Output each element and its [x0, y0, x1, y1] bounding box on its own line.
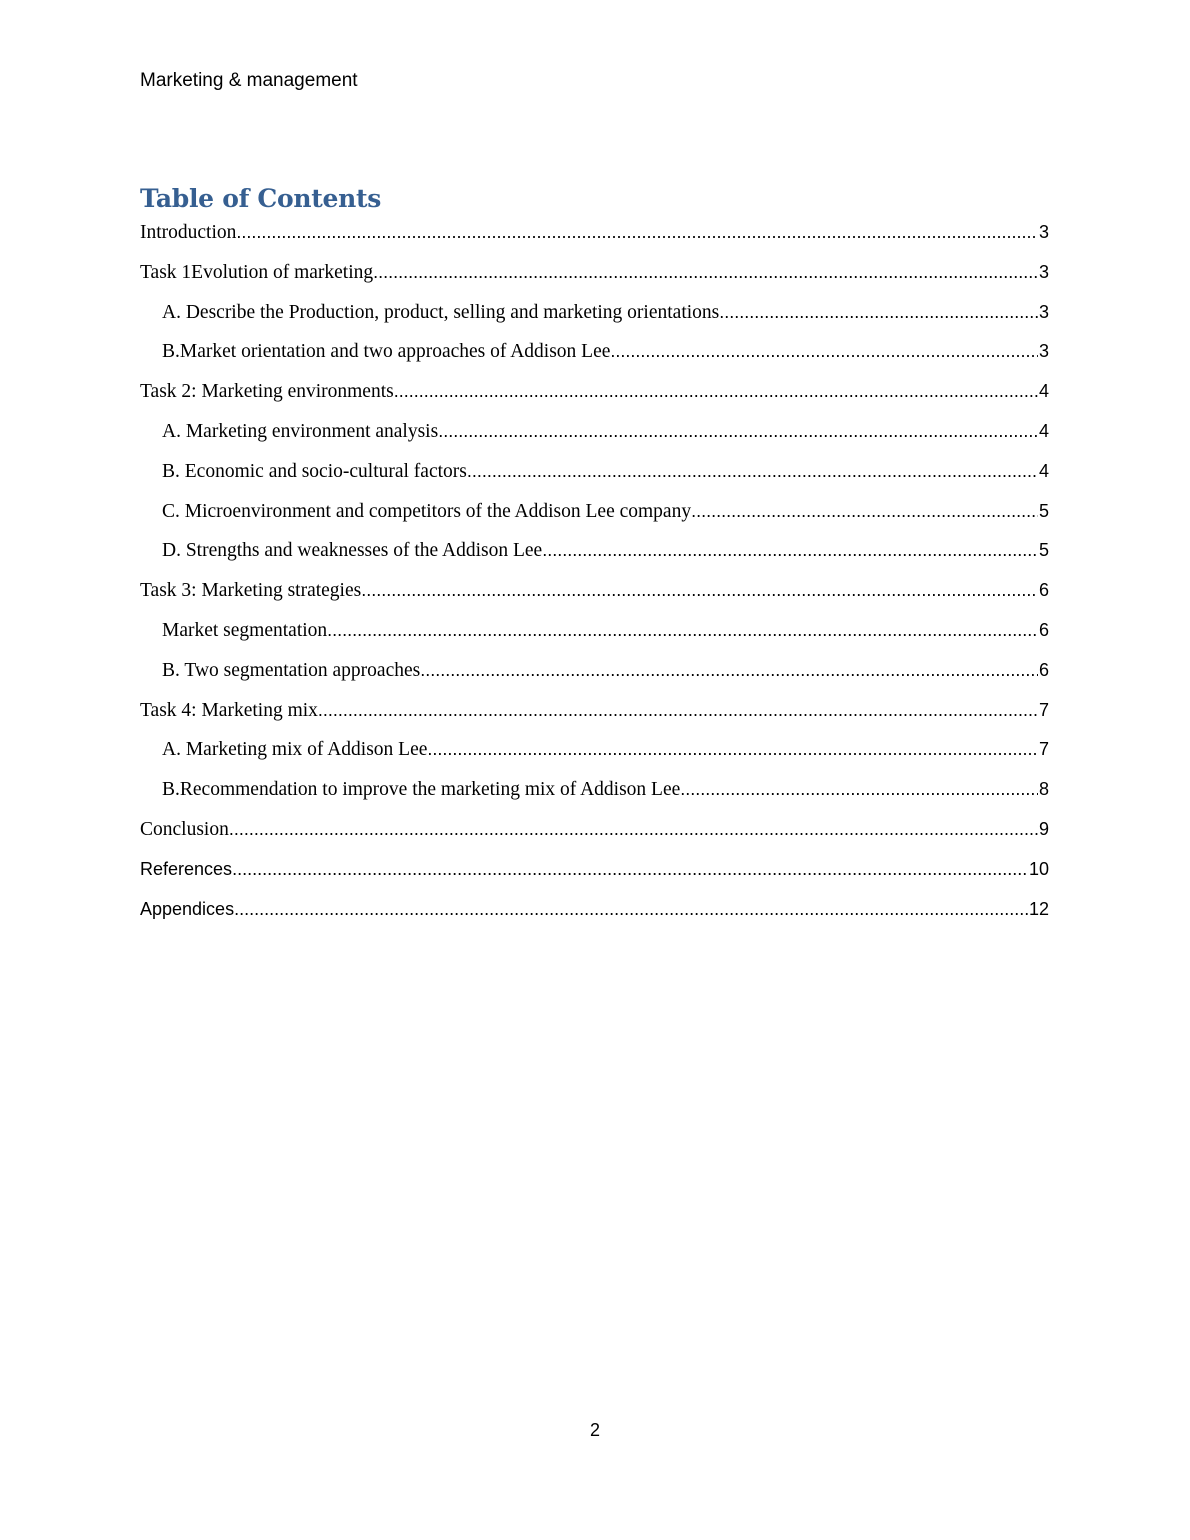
- dot-leader: [420, 660, 1038, 681]
- toc-entry-label: D. Strengths and weaknesses of the Addison Lee: [162, 540, 543, 562]
- dot-leader: [327, 620, 1038, 641]
- toc-entry-page: 3: [1038, 261, 1049, 282]
- toc-entry-label: References: [140, 858, 233, 879]
- dot-leader: [467, 461, 1038, 482]
- dot-leader: [394, 381, 1038, 402]
- toc-entry-page: 4: [1038, 420, 1049, 441]
- toc-entry-label: B. Economic and socio-cultural factors: [162, 460, 467, 482]
- toc-entry-label: Conclusion: [140, 818, 229, 840]
- toc-entry-task-3[interactable]: [140, 580, 1049, 620]
- toc-entry-task-2[interactable]: [140, 381, 1049, 421]
- dot-leader: [438, 421, 1038, 442]
- toc-entry-page: 3: [1038, 222, 1049, 242]
- page-number: 2: [589, 1420, 600, 1440]
- toc-entry-page: 8: [1038, 779, 1049, 800]
- toc-entry-page: 7: [1038, 739, 1049, 760]
- toc-entry-page: 10: [1028, 858, 1049, 879]
- table-of-contents: [140, 222, 1049, 938]
- toc-entry-page: 4: [1038, 381, 1049, 402]
- toc-entry-label: Appendices: [140, 898, 235, 919]
- toc-entry-label: A. Marketing environment analysis: [162, 420, 439, 442]
- toc-entry-label: B.Recommendation to improve the marketing mix of Addison Lee: [162, 779, 681, 801]
- dot-leader: [229, 819, 1038, 840]
- toc-entry-label: Introduction: [140, 222, 237, 243]
- toc-entry-task-1b[interactable]: [140, 341, 1049, 381]
- dot-leader: [542, 540, 1038, 561]
- dot-leader: [232, 859, 1028, 880]
- toc-entry-label: Task 2: Marketing environments: [140, 381, 394, 403]
- toc-entry-label: C. Microenvironment and competitors of the Addison Lee company: [162, 500, 692, 522]
- toc-entry-conclusion[interactable]: [140, 819, 1049, 859]
- dot-leader: [719, 302, 1038, 323]
- toc-entry-label: Task 1Evolution of marketing: [140, 261, 374, 283]
- toc-entry-page: 6: [1038, 619, 1049, 640]
- toc-entry-page: 3: [1038, 341, 1049, 362]
- toc-entry-task-2b[interactable]: [140, 461, 1049, 501]
- toc-title: Table of Contents: [140, 184, 382, 213]
- toc-entry-label: Task 4: Marketing mix: [140, 699, 318, 721]
- toc-entry-references[interactable]: [140, 859, 1049, 899]
- toc-entry-task-1[interactable]: [140, 262, 1049, 302]
- toc-entry-label: Task 3: Marketing strategies: [140, 580, 362, 602]
- toc-entry-page: 9: [1038, 818, 1049, 839]
- dot-leader: [680, 779, 1038, 800]
- toc-entry-task-4a[interactable]: [140, 739, 1049, 779]
- toc-entry-label: B. Two segmentation approaches: [162, 659, 421, 681]
- dot-leader: [691, 501, 1038, 522]
- toc-entry-task-3b[interactable]: [140, 660, 1049, 700]
- toc-entry-page: 6: [1038, 659, 1049, 680]
- toc-entry-task-4[interactable]: [140, 700, 1049, 740]
- toc-entry-page: 5: [1038, 500, 1049, 521]
- toc-entry-task-2a[interactable]: [140, 421, 1049, 461]
- toc-entry-page: 12: [1028, 898, 1049, 919]
- toc-entry-label: A. Describe the Production, product, selling and marketing orientations: [162, 301, 720, 323]
- toc-entry-appendices[interactable]: [140, 899, 1049, 939]
- toc-entry-label: A. Marketing mix of Addison Lee: [162, 739, 428, 761]
- dot-leader: [234, 899, 1028, 920]
- toc-entry-page: 4: [1038, 460, 1049, 481]
- dot-leader: [610, 341, 1038, 362]
- dot-leader: [427, 739, 1038, 760]
- dot-leader: [361, 580, 1038, 601]
- toc-entry-task-4b[interactable]: [140, 779, 1049, 819]
- dot-leader: [373, 262, 1038, 283]
- toc-entry-introduction[interactable]: [140, 222, 1049, 262]
- toc-entry-task-2d[interactable]: [140, 540, 1049, 580]
- dot-leader: [236, 222, 1038, 243]
- toc-entry-page: 7: [1038, 699, 1049, 720]
- toc-entry-label: Market segmentation: [162, 619, 328, 641]
- toc-entry-task-2c[interactable]: [140, 501, 1049, 541]
- toc-entry-task-3a[interactable]: [140, 620, 1049, 660]
- toc-entry-task-1a[interactable]: [140, 302, 1049, 342]
- toc-entry-page: 6: [1038, 580, 1049, 601]
- running-header: Marketing & management: [140, 70, 358, 91]
- toc-entry-page: 5: [1038, 540, 1049, 561]
- dot-leader: [318, 700, 1038, 721]
- toc-entry-page: 3: [1038, 301, 1049, 322]
- toc-entry-label: B.Market orientation and two approaches of Addison Lee: [162, 341, 611, 363]
